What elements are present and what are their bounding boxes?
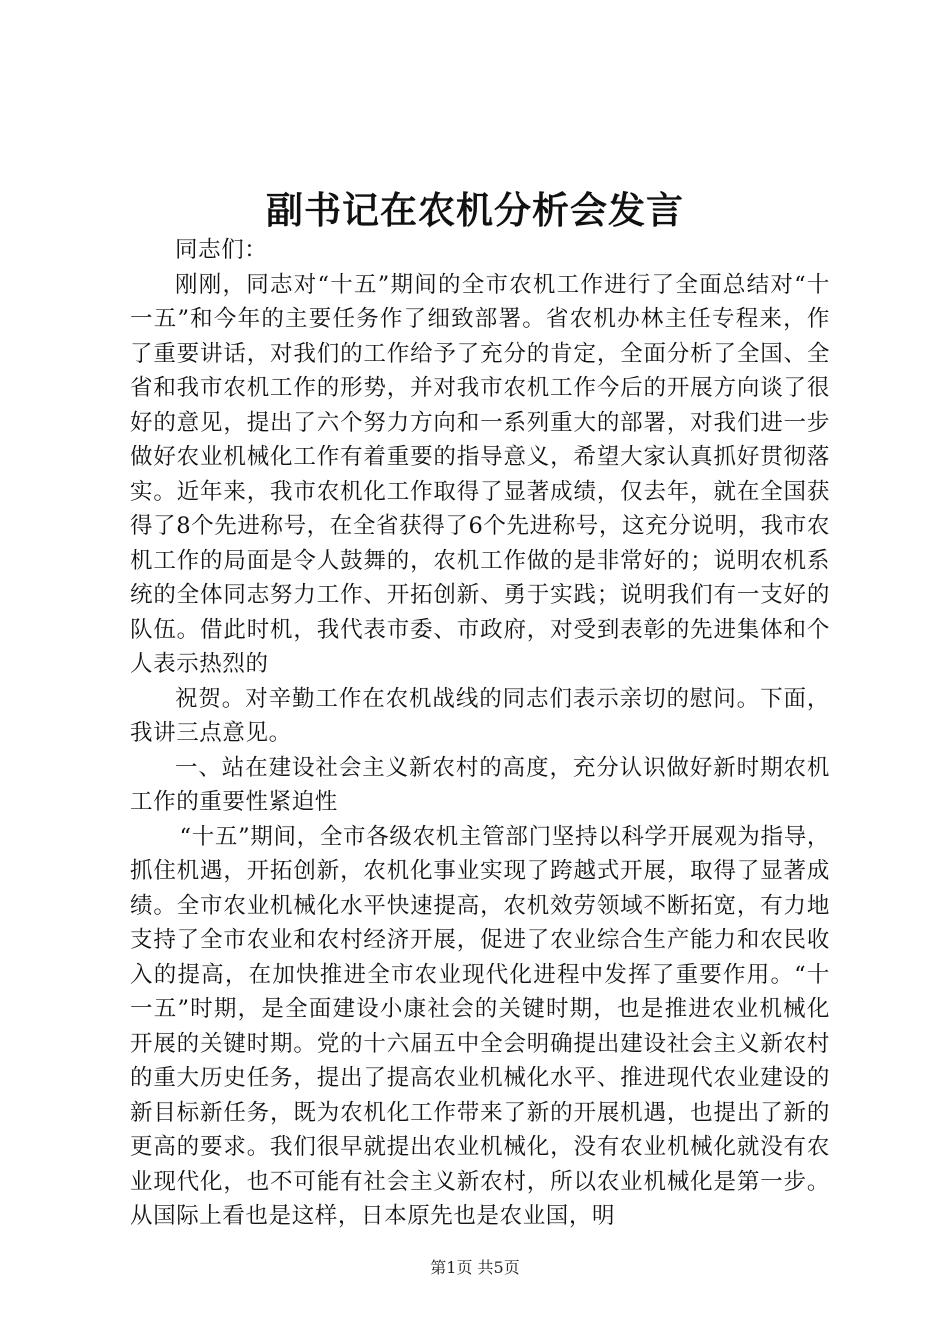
paragraph-congratulations: 祝贺。对辛勤工作在农机战线的同志们表示亲切的慰问。下面，我讲三点意见。 [130, 685, 830, 746]
document-title: 副书记在农机分析会发言 [266, 188, 684, 232]
salutation: 同志们： [175, 237, 268, 263]
paragraph-fifteenth-plan: “十五”期间，全市各级农机主管部门坚持以科学开展观为指导，抓住机遇，开拓创新，农机化事业实现了跨越式开展，取得了显著成绩。全市农业机械化水平快速提高，农机效劳领域不断拓宽，有力地支持了全市农业和农村经济开展，促进了农业综合生产能力和农民收入的提高，在加快推进全市农业现代化进程中发挥了重要作用。“十一五”时期，是全面建设小康社会的关键时期，也是推进农业机械化开展的关键时期。党的十六届五中全会明确提出建设社会主义新农村的重大历史任务，提出了提高农业机械化水平、推进现代农业建设的新目标新任务，既为农机化工作带来了新的开展机遇，也提出了新的更高的要求。我们很早就提出农业机械化，没有农业机械化就没有农业现代化，也不可能有社会主义新农村，所以农业机械化是第一步。从国际上看也是这样，日本原先也是农业国，明 [130, 823, 830, 1229]
paragraph-opening: 刚刚，同志对“十五”期间的全市农机工作进行了全面总结对“十一五”和今年的主要任务作了细致部署。省农机办林主任专程来，作了重要讲话，对我们的工作给予了充分的肯定，全面分析了全国、全省和我市农机工作的形势，并对我市农机工作今后的开展方向谈了很好的意见，提出了六个努力方向和一系列重大的部署，对我们进一步做好农业机械化工作有着重要的指导意义，希望大家认真抓好贯彻落实。近年来，我市农机化工作取得了显著成绩，仅去年，就在全国获得了8个先进称号，在全省获得了6个先进称号，这充分说明，我市农机工作的局面是令人鼓舞的，农机工作做的是非常好的；说明农机系统的全体同志努力工作、开拓创新、勇于实践；说明我们有一支好的队伍。借此时机，我代表市委、市政府，对受到表彰的先进集体和个人表示热烈的 [130, 271, 830, 677]
page-number-footer: 第1页 共5页 [430, 1258, 520, 1277]
section-heading-one: 一、站在建设社会主义新农村的高度，充分认识做好新时期农机工作的重要性紧迫性 [130, 754, 830, 815]
document-body [130, 233, 830, 1234]
